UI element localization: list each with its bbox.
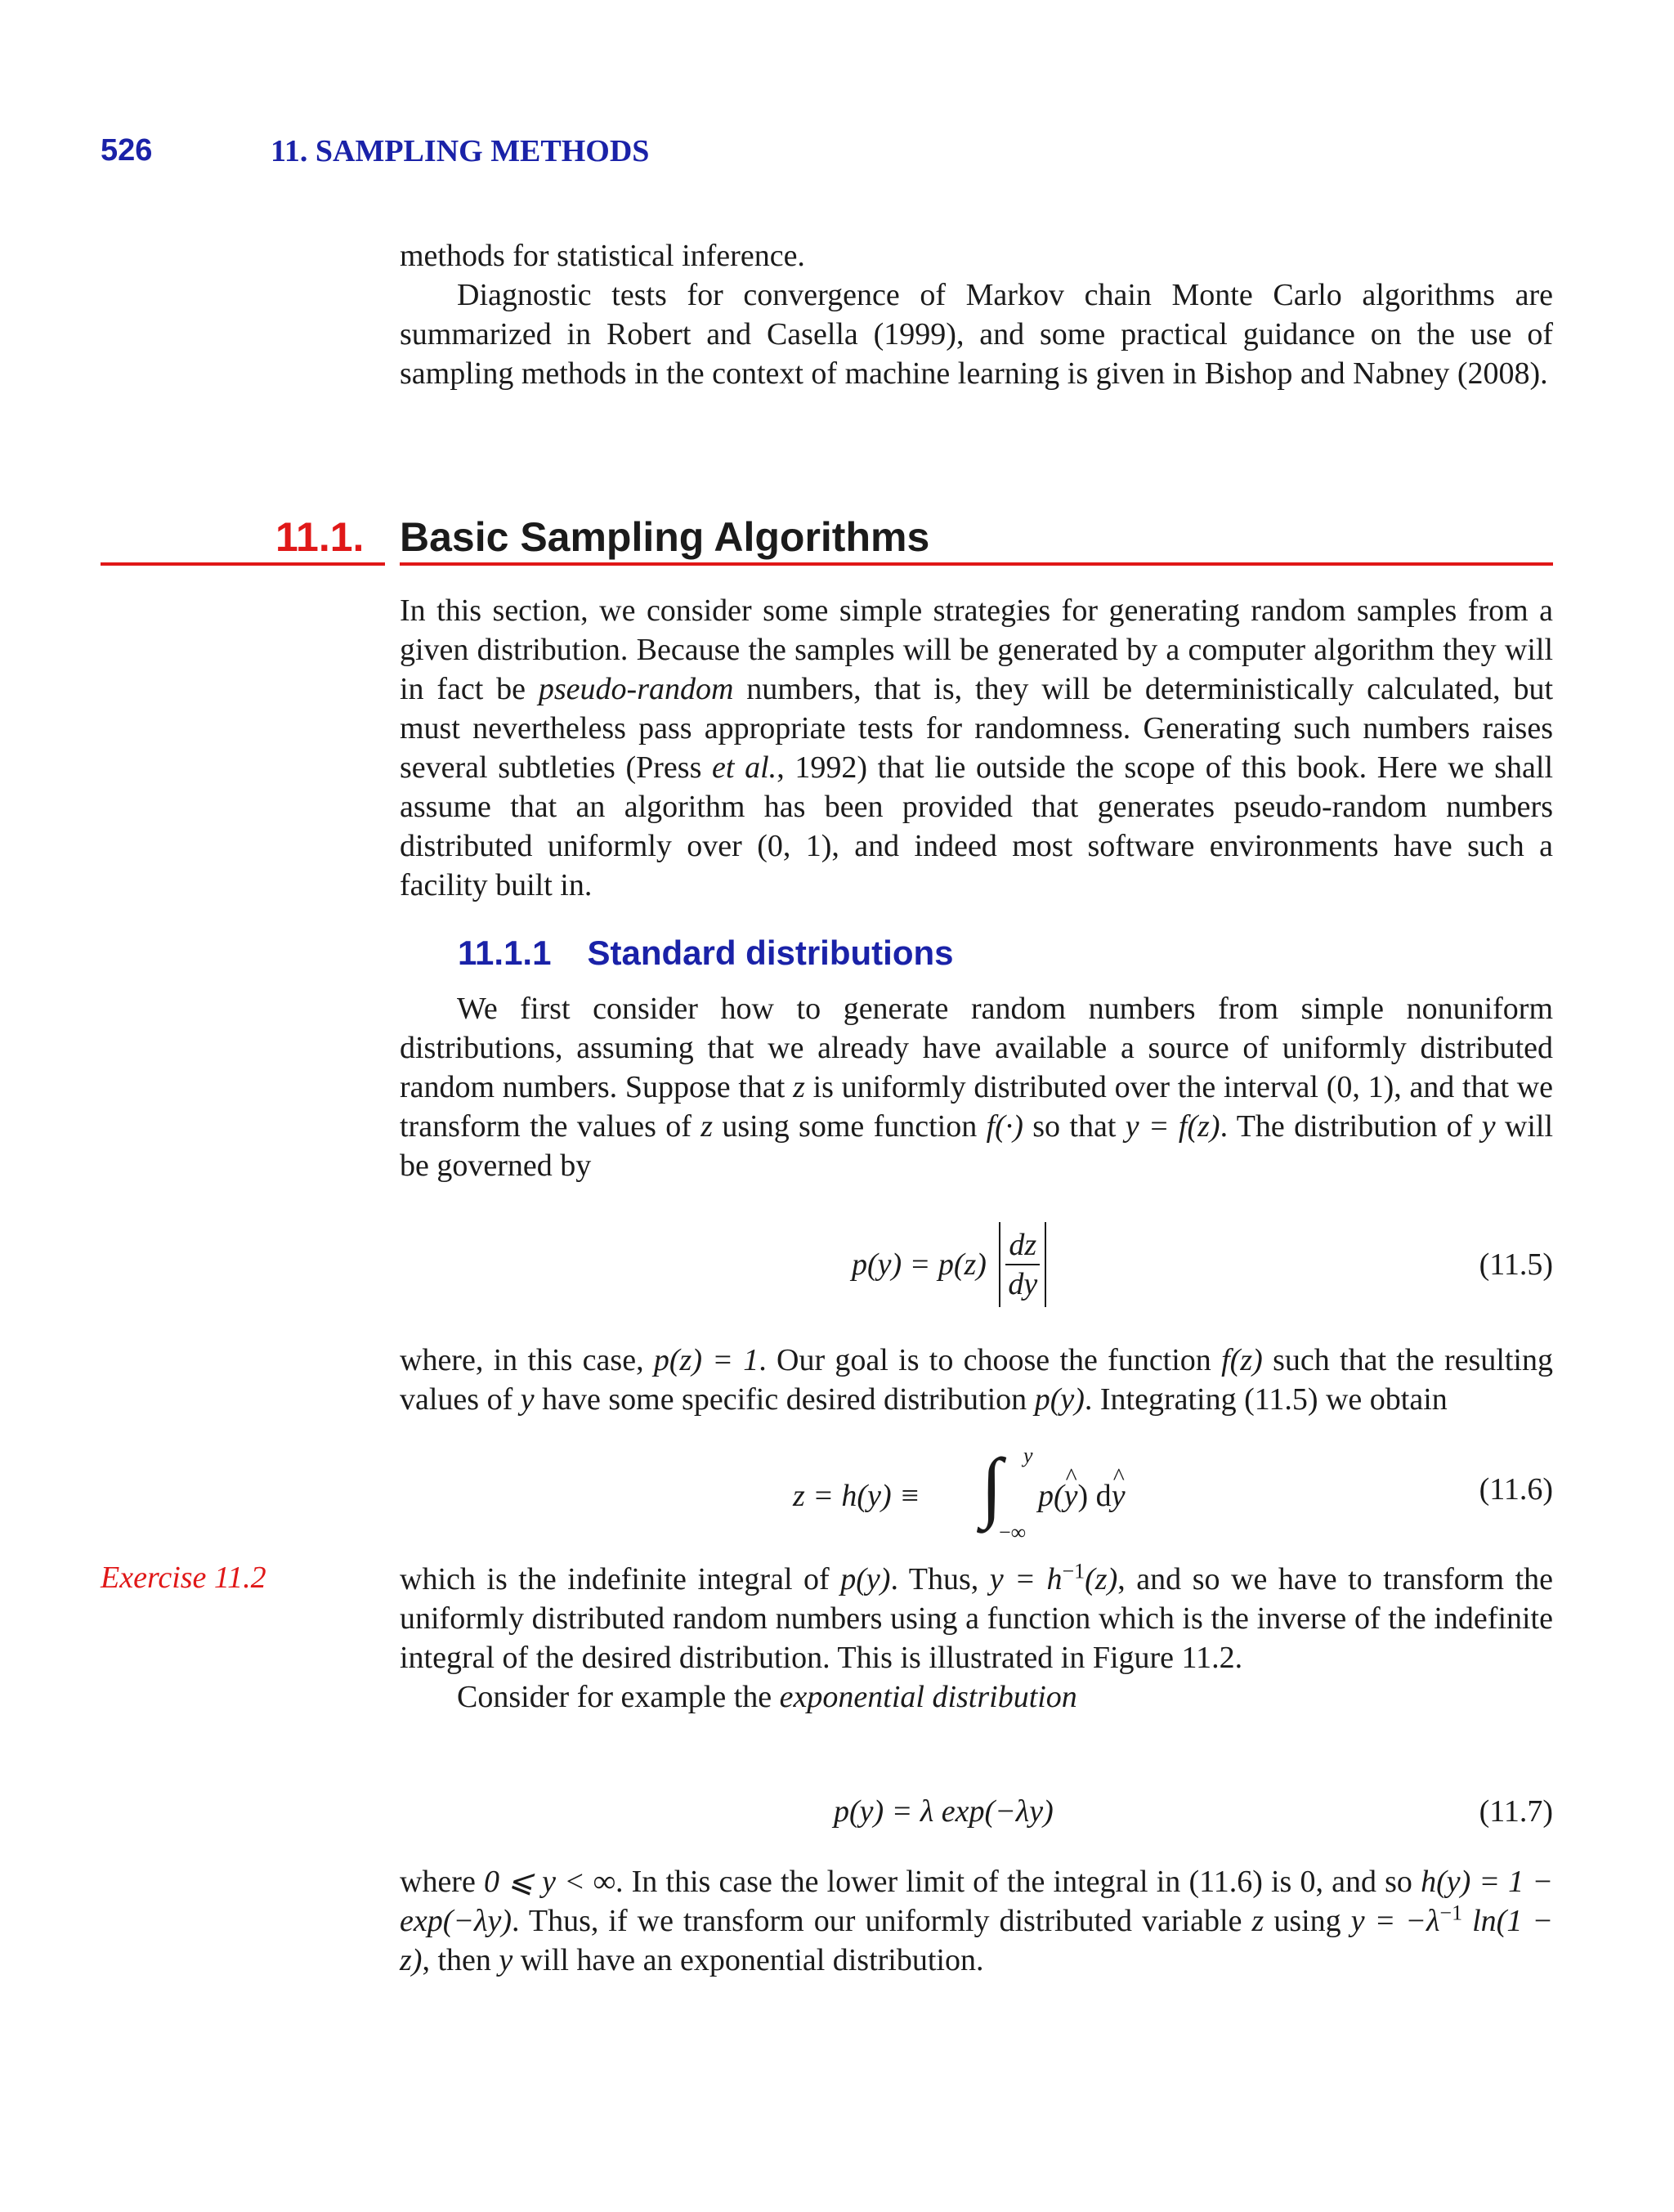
integral-upper-limit: y bbox=[1023, 1444, 1033, 1467]
text-run: , 1992) that lie outside the scope of this book. Here we shall assume that an algorithm has been provided that generates pseudo-random numbers distributed uniformly over bbox=[400, 750, 1553, 863]
text-run: where bbox=[400, 1865, 484, 1899]
text-run: which is the indefinite integral of bbox=[400, 1562, 841, 1596]
equation-lhs: p(y) = p(z) bbox=[852, 1247, 987, 1282]
subsection-paragraph-3-block bbox=[400, 1560, 1553, 1717]
emphasis-et-al: et al. bbox=[712, 750, 777, 785]
text-run: have some specific desired distribution bbox=[534, 1382, 1035, 1417]
equation-label-11-7: (11.7) bbox=[1479, 1794, 1553, 1829]
math-py: p(y) bbox=[1034, 1382, 1085, 1417]
emphasis-pseudo-random: pseudo-random bbox=[538, 672, 734, 706]
equation-11-7: p(y) = λ exp(−λy) bbox=[834, 1794, 1054, 1829]
intro-line: methods for statistical inference. bbox=[400, 239, 805, 273]
integrand-dy-hat: ^ y bbox=[1112, 1478, 1126, 1514]
subsection-heading bbox=[458, 934, 953, 973]
math-f: f(·) bbox=[986, 1109, 1023, 1144]
math-y-eq-h: y = h bbox=[989, 1562, 1063, 1596]
text-run: . In this case the lower limit of the integral in (11.6) is 0, and so bbox=[615, 1865, 1421, 1899]
text-run: . The distribution of bbox=[1220, 1109, 1482, 1144]
abs-bar-right bbox=[1045, 1222, 1046, 1307]
equation-11-5 bbox=[852, 1222, 1051, 1307]
integrand-y-hat: ^ y bbox=[1064, 1478, 1078, 1514]
integral-lower-limit: −∞ bbox=[999, 1520, 1027, 1544]
subsection-paragraph-5 bbox=[400, 1862, 1553, 1980]
text-run: where, in this case, bbox=[400, 1343, 654, 1377]
subsection-paragraph-2 bbox=[400, 1341, 1553, 1419]
section-title: Basic Sampling Algorithms bbox=[400, 514, 930, 560]
subsection-paragraph-2-block bbox=[400, 1341, 1553, 1419]
text-run: such that the resulting values of bbox=[400, 1343, 1553, 1417]
math-fz: f(z) bbox=[1221, 1343, 1263, 1377]
equation-label-11-5: (11.5) bbox=[1479, 1247, 1553, 1282]
intro-paragraph: Diagnostic tests for convergence of Markov chain Monte Carlo algorithms are summarized in Robert and Casella (1999), and some practical guidance on the use of sampling methods in the context of machine learning is given in Bishop and Nabney (2008). bbox=[400, 278, 1553, 391]
math-range: 0 ⩽ y < ∞ bbox=[483, 1865, 615, 1899]
derivative-fraction bbox=[1005, 1226, 1040, 1303]
chapter-title: 11. SAMPLING METHODS bbox=[271, 134, 650, 168]
integral-sign: ∫ bbox=[981, 1442, 1003, 1529]
intro-block bbox=[400, 236, 1553, 393]
math-interval: (0, 1) bbox=[757, 829, 832, 863]
equation-lhs: z = h(y) ≡ bbox=[793, 1479, 920, 1513]
subsection-paragraph-5-block bbox=[400, 1862, 1553, 1980]
math-z: z bbox=[700, 1109, 714, 1144]
text-run: will be governed by bbox=[400, 1109, 1554, 1183]
math-superscript: −1 bbox=[1062, 1559, 1085, 1583]
equation-label-11-6: (11.6) bbox=[1479, 1472, 1553, 1507]
integrand-p: p( bbox=[1038, 1479, 1064, 1513]
page-number: 526 bbox=[101, 133, 153, 168]
subsection-paragraph-1-block bbox=[400, 989, 1553, 1185]
text-run: , and so we have to transform the uniformly distributed random numbers using a function which is the inverse of the indefinite integral of the desired distribution. This is illustrated in Figure 11.2. bbox=[400, 1562, 1553, 1675]
math-interval: (0, 1) bbox=[1326, 1070, 1394, 1104]
math-y: y bbox=[520, 1382, 535, 1417]
text-run: using bbox=[1264, 1904, 1351, 1938]
math-z-arg: (z) bbox=[1085, 1562, 1118, 1596]
integrand bbox=[1038, 1478, 1126, 1514]
text-run: so that bbox=[1023, 1109, 1126, 1144]
section-rule-left bbox=[101, 562, 385, 566]
equation-11-6 bbox=[793, 1442, 1169, 1544]
math-z: z bbox=[793, 1070, 805, 1104]
math-z: z bbox=[1251, 1904, 1264, 1938]
exercise-margin-note[interactable]: Exercise 11.2 bbox=[101, 1560, 266, 1595]
text-run: , and indeed most software environments have such a facility built in. bbox=[400, 829, 1553, 902]
integrand-d: ) d bbox=[1077, 1479, 1112, 1513]
subsection-paragraph-1 bbox=[400, 989, 1553, 1185]
fraction-numerator: dz bbox=[1005, 1226, 1040, 1265]
text-run: will have an exponential distribution. bbox=[512, 1943, 984, 1977]
text-run: numbers, that is, they will be deterministically calculated, but must nevertheless pass appropriate tests for randomness. Generating such numbers raises several subtleties (Press bbox=[400, 672, 1554, 785]
section-rule-right bbox=[400, 562, 1553, 566]
math-y-eq-fz: y = f(z) bbox=[1125, 1109, 1220, 1144]
text-run: . Our goal is to choose the function bbox=[759, 1343, 1222, 1377]
subsection-paragraph-4 bbox=[400, 1677, 1553, 1717]
text-run: . Thus, if we transform our uniformly distributed variable bbox=[512, 1904, 1252, 1938]
subsection-paragraph-3 bbox=[400, 1560, 1553, 1677]
text-run: , and that we transform the values of bbox=[400, 1070, 1554, 1144]
subsection-number: 11.1.1 bbox=[458, 934, 552, 972]
text-run: . Thus, bbox=[890, 1562, 990, 1596]
section-paragraph-block bbox=[400, 591, 1553, 905]
text-run: Consider for example the bbox=[457, 1680, 780, 1714]
math-hy: h(y) = 1 − exp(−λy) bbox=[400, 1865, 1553, 1938]
text-run: is uniformly distributed over the interval bbox=[804, 1070, 1327, 1104]
math-pz-eq-1: p(z) = 1 bbox=[653, 1343, 759, 1377]
math-superscript: −1 bbox=[1439, 1901, 1463, 1925]
emphasis-exponential-distribution: exponential distribution bbox=[779, 1680, 1077, 1714]
math-ln-expr: ln(1 − z) bbox=[400, 1904, 1554, 1977]
text-run: , then bbox=[422, 1943, 499, 1977]
section-paragraph bbox=[400, 591, 1553, 905]
abs-bar-left bbox=[999, 1222, 1000, 1307]
fraction-denominator: dy bbox=[1008, 1267, 1038, 1301]
text-run: . Integrating (11.5) we obtain bbox=[1084, 1382, 1448, 1417]
text-run: using some function bbox=[713, 1109, 987, 1144]
math-y: y bbox=[1481, 1109, 1496, 1144]
text-run: In this section, we consider some simple strategies for generating random samples from a given distribution. Because the samples will be generated by a computer algorithm they will in fact be bbox=[400, 593, 1553, 706]
math-py: p(y) bbox=[840, 1562, 891, 1596]
section-number: 11.1. bbox=[275, 514, 365, 560]
math-y-eq-lambda: y = −λ bbox=[1350, 1904, 1440, 1938]
subsection-title: Standard distributions bbox=[587, 934, 954, 972]
text-run: We first consider how to generate random numbers from simple nonuniform distributions, assuming that we already have available a source of uniformly distributed random numbers. Suppose that bbox=[400, 992, 1553, 1104]
math-y: y bbox=[499, 1943, 513, 1977]
